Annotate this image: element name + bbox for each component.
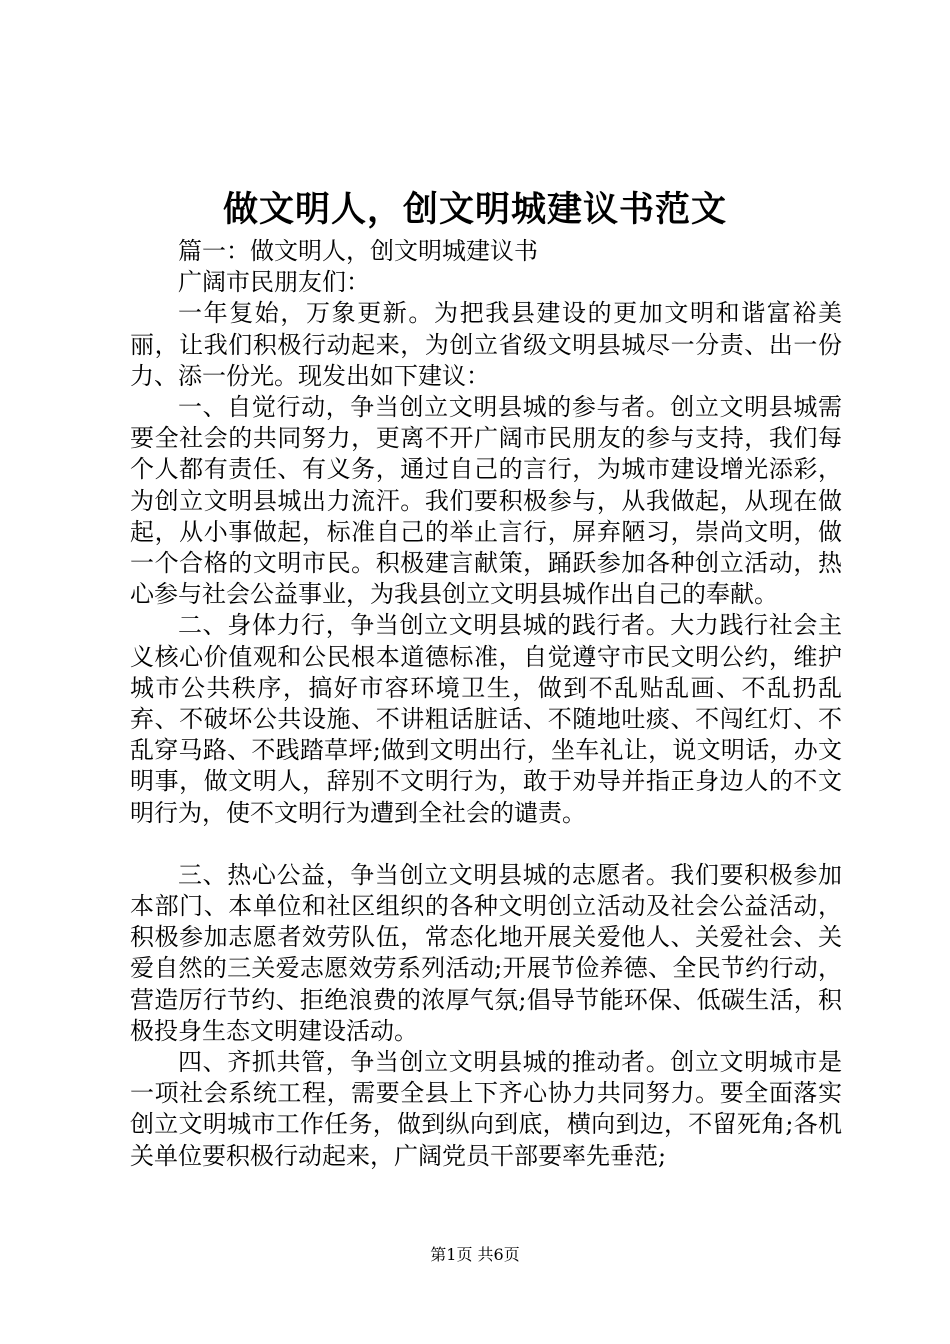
page-number-footer: 第1页 共6页 [430, 1245, 520, 1264]
paragraph-point-4: 四、齐抓共管，争当创立文明县城的推动者。创立文明城市是一项社会系统工程，需要全县上下齐心协力共同努力。要全面落实创立文明城市工作任务，做到纵向到底，横向到边，不留死角;各机关单位要积极行动起来，广阔党员干部要率先垂范; [130, 1048, 842, 1170]
salutation: 广阔市民朋友们： [178, 268, 370, 297]
paragraph-point-1: 一、自觉行动，争当创立文明县城的参与者。创立文明县城需要全社会的共同努力，更离不开广阔市民朋友的参与支持，我们每个人都有责任、有义务，通过自己的言行，为城市建设增光添彩，为创立文明县城出力流汗。我们要积极参与，从我做起，从现在做起，从小事做起，标准自己的举止言行，屏弃陋习，崇尚文明，做一个合格的文明市民。积极建言献策，踊跃参加各种创立活动，热心参与社会公益事业，为我县创立文明县城作出自己的奉献。 [130, 393, 842, 609]
paragraph-intro: 一年复始，万象更新。为把我县建设的更加文明和谐富裕美丽，让我们积极行动起来，为创立省级文明县城尽一分责、出一份力、添一份光。现发出如下建议： [130, 299, 842, 390]
document-body [130, 236, 842, 1172]
section-heading: 篇一：做文明人，创文明城建议书 [178, 237, 538, 265]
paragraph-point-2: 二、身体力行，争当创立文明县城的践行者。大力践行社会主义核心价值观和公民根本道德标准，自觉遵守市民文明公约，维护城市公共秩序，搞好市容环境卫生，做到不乱贴乱画、不乱扔乱弃、不破坏公共设施、不讲粗话脏话、不随地吐痰、不闯红灯、不乱穿马路、不践踏草坪;做到文明出行，坐车礼让，说文明话，办文明事，做文明人，辞别不文明行为，敢于劝导并指正身边人的不文明行为，使不文明行为遭到全社会的谴责。 [130, 611, 842, 827]
paragraph-point-3: 三、热心公益，争当创立文明县城的志愿者。我们要积极参加本部门、本单位和社区组织的各种文明创立活动及社会公益活动，积极参加志愿者效劳队伍，常态化地开展关爱他人、关爱社会、关爱自然的三关爱志愿效劳系列活动;开展节俭养德、全民节约行动，营造厉行节约、拒绝浪费的浓厚气氛;倡导节能环保、低碳生活，积极投身生态文明建设活动。 [130, 860, 842, 1045]
document-title: 做文明人，创文明城建议书范文 [222, 189, 727, 230]
